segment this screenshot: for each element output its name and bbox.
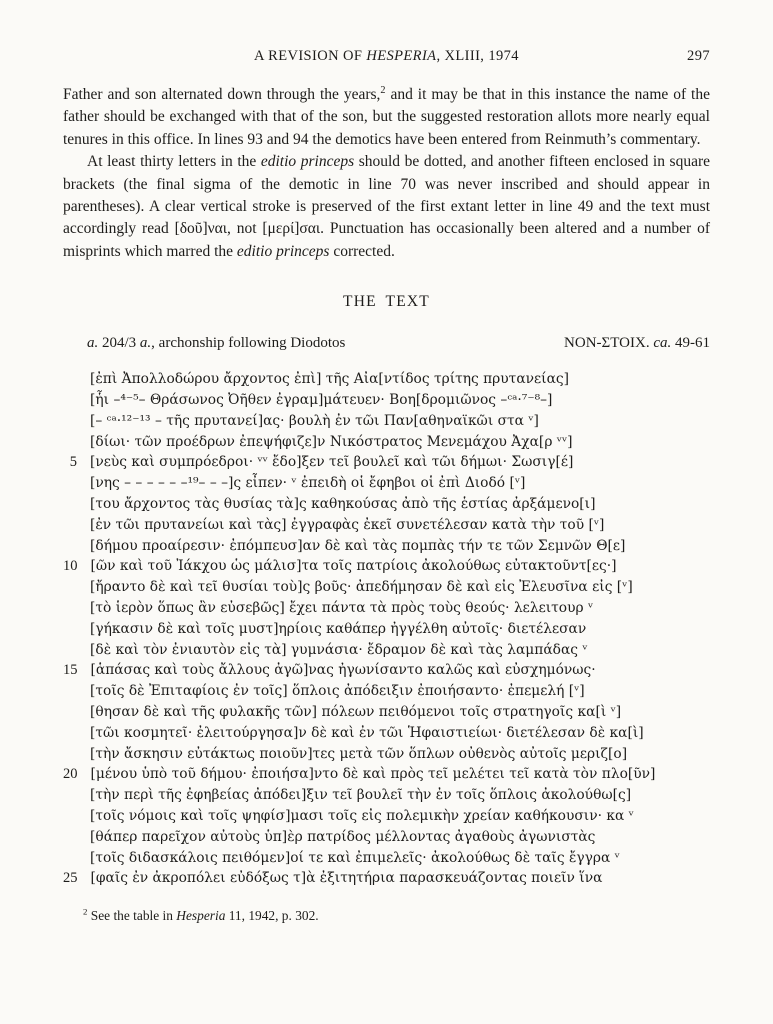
greek-line xyxy=(63,702,710,723)
greek-line-text: [ἧι –⁴⁻⁵– Θράσωνος Ὀῆθεν ἐγραμ]μάτευεν· Βοη[δρομιῶνος –ᶜᵃ·⁷⁻⁸–] xyxy=(90,392,553,409)
greek-line-text: [δήμου προαίρεσιν· ἐπόμπευσ]αν δὲ καὶ τὰς πομπὰς τήν τε τῶν Σεμνῶν Θ[ε] xyxy=(90,537,626,554)
page-number: 297 xyxy=(687,48,710,64)
greek-line xyxy=(63,785,710,806)
greek-line xyxy=(63,868,710,889)
greek-line xyxy=(63,390,710,411)
line-number xyxy=(63,702,77,723)
greek-line xyxy=(63,598,710,619)
line-number xyxy=(63,390,77,411)
greek-line xyxy=(63,744,710,765)
greek-line xyxy=(63,723,710,744)
line-number xyxy=(63,536,77,557)
greek-line-text: [τὴν περὶ τῆς ἐφηβείας ἀπόδει]ξιν τεῖ βουλεῖ τὴν ἐν τοῖς ὅπλοις ἀκολούθω[ς] xyxy=(90,787,632,804)
line-number xyxy=(63,369,77,390)
greek-line-text: [ῶν καὶ τοῦ Ἰάκχου ὡς μάλισ]τα τοῖς πατρίοις ἀκολούθως εὐτακτοῦντ[ες·] xyxy=(90,558,617,575)
greek-line xyxy=(63,473,710,494)
greek-line-text: [θησαν δὲ καὶ τῆς φυλακῆς τῶν] πόλεων πειθόμενοι τοῖς στρατηγοῖς κα[ὶ ᵛ] xyxy=(90,704,622,720)
greek-line-text: [τὸ ἱερὸν ὅπως ἂν εὐσεβῶς] ἔχει πάντα τὰ πρὸς τοὺς θεούς· λελειτουρ ᵛ xyxy=(90,600,594,617)
greek-line xyxy=(63,619,710,640)
body-text xyxy=(63,84,710,263)
greek-line xyxy=(63,515,710,536)
greek-line xyxy=(63,556,710,577)
line-number xyxy=(63,598,77,619)
greek-line xyxy=(63,432,710,453)
line-number xyxy=(63,848,77,869)
greek-line xyxy=(63,848,710,869)
greek-line-text: [ἐπὶ Ἀπολλοδώρου ἄρχοντος ἐπὶ] τῆς Αἰα[ντίδος τρίτης πρυτανείας] xyxy=(90,371,570,388)
greek-line xyxy=(63,577,710,598)
line-number xyxy=(63,577,77,598)
greek-line-text: [θάπερ παρεῖχον αὐτοὺς ὑπ]ὲρ πατρίδος μέλλοντας ἀγαθοὺς ἀγωνιστὰς xyxy=(90,828,596,845)
greek-line xyxy=(63,452,710,473)
text-header-right: NON-ΣΤΟΙΧ. ca. 49-61 xyxy=(564,335,710,352)
greek-line-text: [τὴν ἄσκησιν εὐτάκτως ποιοῦν]τες μετὰ τῶν ὅπλων οὐθενὸς αὐτοῖς μεριζ[ο] xyxy=(90,745,628,762)
text-header xyxy=(63,333,710,353)
greek-line-text: [δὲ καὶ τὸν ἐνιαυτὸν εἰς τὰ] γυμνάσια· ἔδραμον δὲ καὶ τὰς λαμπάδας ᵛ xyxy=(90,641,588,658)
section-heading: THE TEXT xyxy=(343,293,430,311)
line-number: 25 xyxy=(63,870,78,887)
greek-line-text: [γήκασιν δὲ καὶ τοῖς μυστ]ηρίοις καθάπερ ἠγγέλθη αὐτοῖς· διετέλεσαν xyxy=(90,620,587,637)
line-number xyxy=(63,723,77,744)
greek-line-text: [τοῖς νόμοις καὶ τοῖς ψηφίσ]μασι τοῖς εἰς πολεμικὴν χρείαν καθήκουσιν· κα ᵛ xyxy=(90,807,634,824)
line-number xyxy=(63,619,77,640)
line-number: 5 xyxy=(69,454,77,471)
running-head-title: A REVISION OF HESPERIA, XLIII, 1974 xyxy=(254,48,519,64)
line-number xyxy=(63,411,77,432)
greek-line xyxy=(63,681,710,702)
greek-line-text: [ἁπάσας καὶ τοὺς ἄλλους ἀγῶ]νας ἠγωνίσαντο καλῶς καὶ εὐσχημόνως· xyxy=(90,662,596,679)
text-header-left: a. 204/3 a., archonship following Diodotos xyxy=(87,335,346,352)
greek-line xyxy=(63,660,710,681)
greek-line xyxy=(63,536,710,557)
greek-line-text: [του ἄρχοντος τὰς θυσίας τὰ]ς καθηκούσας ἀπὸ τῆς ἑστίας ἀρξάμενο[ι] xyxy=(90,496,596,513)
greek-line xyxy=(63,494,710,515)
greek-line-text: [νεὺς καὶ συμπρόεδροι· ᵛᵛ ἔδο]ξεν τεῖ βουλεῖ καὶ τῶι δήμωι· Σωσιγ[έ] xyxy=(90,454,574,471)
greek-line xyxy=(63,640,710,661)
greek-line-text: [μένου ὑπὸ τοῦ δήμου· ἐποιήσα]ντο δὲ καὶ πρὸς τεῖ μελέτει τεῖ κατὰ τὸν πλο[ῦν] xyxy=(90,766,656,783)
line-number xyxy=(63,432,77,453)
footnote: $^2$ See the table in Hesperia 11, 1942, p. 302. xyxy=(83,906,319,924)
greek-line xyxy=(63,827,710,848)
line-number xyxy=(63,640,77,661)
greek-line-text: [ἤραντο δὲ καὶ τεῖ θυσίαι τοὺ]ς βοῦς· ἀπεδήμησαν δὲ καὶ εἰς Ἐλευσῖνα εἰς [ᵛ] xyxy=(90,579,633,596)
greek-line xyxy=(63,806,710,827)
line-number: 15 xyxy=(63,662,78,679)
greek-line-text: [τοῖς διδασκάλοις πειθόμεν]οί τε καὶ ἐπιμελεῖς· ἀκολούθως δὲ ταῖς ἔγγρα ᵛ xyxy=(90,849,620,866)
line-number xyxy=(63,785,77,806)
line-number xyxy=(63,681,77,702)
line-number xyxy=(63,827,77,848)
greek-line-text: [ἐν τῶι πρυτανείωι καὶ τὰς] ἐγγραφὰς ἐκεῖ συνετέλεσαν κατὰ τὴν τοῦ [ᵛ] xyxy=(90,516,605,533)
line-number xyxy=(63,494,77,515)
running-head xyxy=(63,48,710,70)
greek-line-text: [φαῖς ἐν ἀκροπόλει εὐδόξως τ]ὰ ἐξιτητήρια παρασκευάζοντας ποιεῖν ἵνα xyxy=(90,870,603,887)
greek-line xyxy=(63,411,710,432)
line-number xyxy=(63,473,77,494)
greek-line xyxy=(63,369,710,390)
paragraph-1: Father and son alternated down through the years,$^2$ and it may be that in this instance the name of the father should be exchanged with that of the son, but the suggested restoration allots more nearly equal tenures in this office. In lines 93 and 94 the demotics have been entered from Reinmuth’s commentary. xyxy=(63,84,710,148)
line-number: 20 xyxy=(63,766,78,783)
greek-line xyxy=(63,764,710,785)
line-number xyxy=(63,515,77,536)
paragraph-2: At least thirty letters in the editio princeps should be dotted, and another fifteen enclosed in square brackets (the final sigma of the demotic in line 70 was never inscribed and should appear in parentheses). A clear vertical stroke is preserved of the first extant letter in line 49 and the text must accordingly read [δοῦ]ναι, not [μερί]σαι. Punctuation has occasionally been altered and a number of misprints which marred the editio princeps corrected. xyxy=(63,153,710,260)
greek-line-text: [δίωι· τῶν προέδρων ἐπεψήφιζε]ν Νικόστρατος Μενεμάχου Ἀχα[ρ ᵛᵛ] xyxy=(90,433,573,450)
line-number xyxy=(63,744,77,765)
greek-line-text: [τῶι κοσμητεῖ· ἐλειτούργησα]ν δὲ καὶ ἐν τῶι Ἡφαιστιείωι· διετέλεσαν δὲ κα[ὶ] xyxy=(90,724,644,741)
greek-line-text: [– ᶜᵃ·¹²⁻¹³ – τῆς πρυτανεί]ας· βουλὴ ἐν τῶι Παν[αθηναϊκῶι στα ᵛ] xyxy=(90,412,539,429)
greek-line-text: [νης – – – – – –¹⁹– – –]ς εἶπεν· ᵛ ἐπειδὴ οἱ ἔφηβοι οἱ ἐπὶ Διοδό [ᵛ] xyxy=(90,475,526,492)
line-number: 10 xyxy=(63,558,78,575)
greek-text-block xyxy=(63,369,710,889)
greek-line-text: [τοῖς δὲ Ἐπιταφίοις ἐν τοῖς] ὅπλοις ἀπόδειξιν ἐποιήσαντο· ἐπεμελή [ᵛ] xyxy=(90,683,585,700)
line-number xyxy=(63,806,77,827)
